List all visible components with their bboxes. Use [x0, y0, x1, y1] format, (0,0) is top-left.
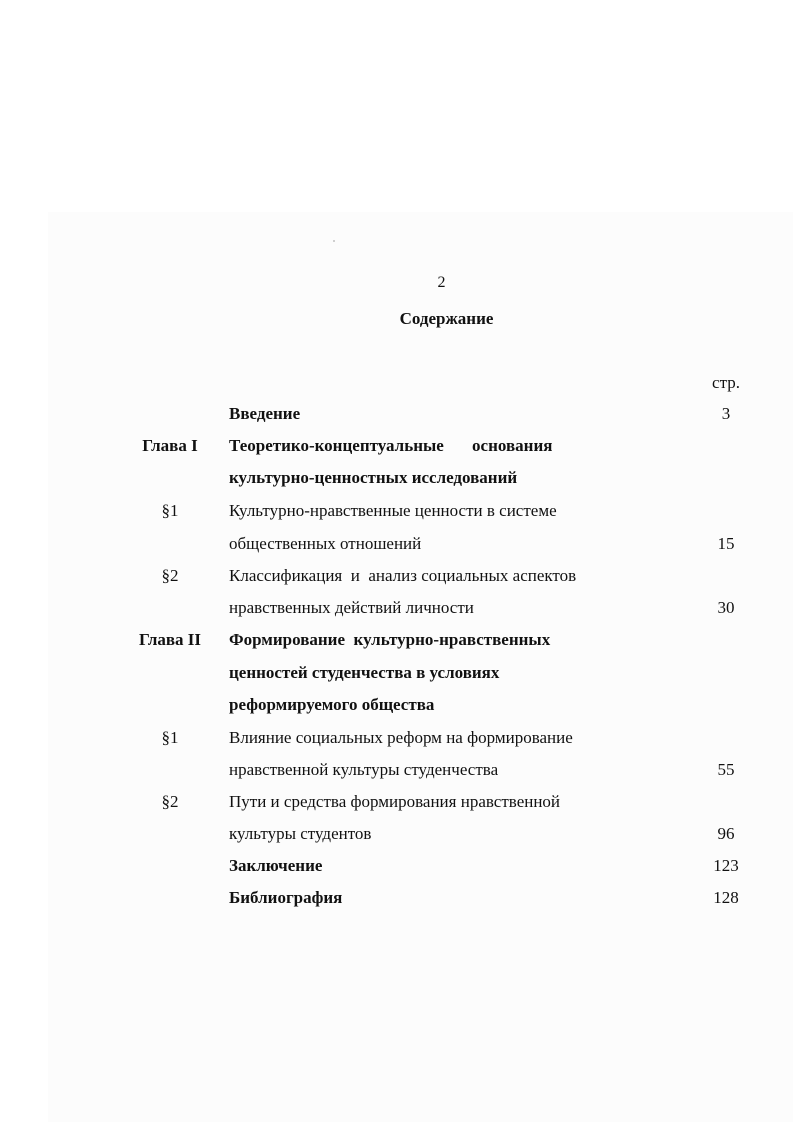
toc-row-title: Культурно-нравственные ценности в системе	[229, 501, 557, 520]
toc-row-title: Классификация и анализ социальных аспектов	[229, 566, 577, 585]
toc-row-title: Пути и средства формирования нравственной	[229, 792, 561, 811]
toc-row-page: 128	[713, 888, 739, 907]
toc-row-title: общественных отношений	[229, 534, 422, 553]
toc-row-label: §2	[161, 566, 179, 585]
toc-row-label: Глава I	[142, 436, 198, 455]
toc-row-page: 15	[717, 534, 735, 553]
toc-row-label: §2	[161, 792, 179, 811]
toc-row-title: Влияние социальных реформ на формирование	[229, 728, 573, 747]
toc-row-introduction	[0, 402, 793, 434]
toc-row-conclusion	[0, 854, 793, 886]
page-column-label: стр.	[712, 373, 740, 392]
toc-row-chapter-1	[0, 434, 793, 466]
page-number: 2	[437, 274, 446, 291]
toc-row-page: 123	[713, 856, 739, 875]
toc-row-page: 55	[717, 760, 735, 779]
toc-row-section-1-2	[0, 564, 793, 596]
scan-speck	[333, 240, 335, 242]
toc-row-bibliography	[0, 886, 793, 918]
toc-row-title: реформируемого общества	[229, 695, 435, 714]
toc-row-section-2-2	[0, 790, 793, 822]
toc-row-section-1-1	[0, 499, 793, 531]
toc-row-chapter-2-cont-2	[0, 693, 793, 725]
toc-row-title: Теоретико-концептуальные основания	[229, 436, 553, 455]
toc-row-section-2-1	[0, 726, 793, 758]
toc-row-title: культуры студентов	[229, 824, 372, 843]
toc-row-page: 3	[721, 404, 731, 423]
page-title: Содержание	[399, 309, 494, 328]
toc-row-title: нравственных действий личности	[229, 598, 474, 617]
toc-row-label: §1	[161, 728, 179, 747]
toc-row-section-1-2-cont	[0, 596, 793, 628]
toc-row-title: культурно-ценностных исследований	[229, 468, 518, 487]
toc-row-title: Библиография	[229, 888, 343, 907]
toc-row-chapter-2	[0, 628, 793, 660]
toc-row-title: нравственной культуры студенчества	[229, 760, 499, 779]
toc-row-title: ценностей студенчества в условиях	[229, 663, 500, 682]
toc-row-chapter-2-cont	[0, 661, 793, 693]
toc-row-page: 96	[717, 824, 735, 843]
toc-row-title: Введение	[229, 404, 301, 423]
toc-row-label: Глава II	[138, 630, 202, 649]
toc-row-section-2-1-cont	[0, 758, 793, 790]
toc-row-title: Формирование культурно-нравственных	[229, 630, 551, 649]
toc-row-page: 30	[717, 598, 735, 617]
toc-row-section-2-2-cont	[0, 822, 793, 854]
toc-row-title: Заключение	[229, 856, 323, 875]
toc-row-chapter-1-cont	[0, 466, 793, 498]
toc-row-label: §1	[161, 501, 179, 520]
toc-row-section-1-1-cont	[0, 532, 793, 564]
